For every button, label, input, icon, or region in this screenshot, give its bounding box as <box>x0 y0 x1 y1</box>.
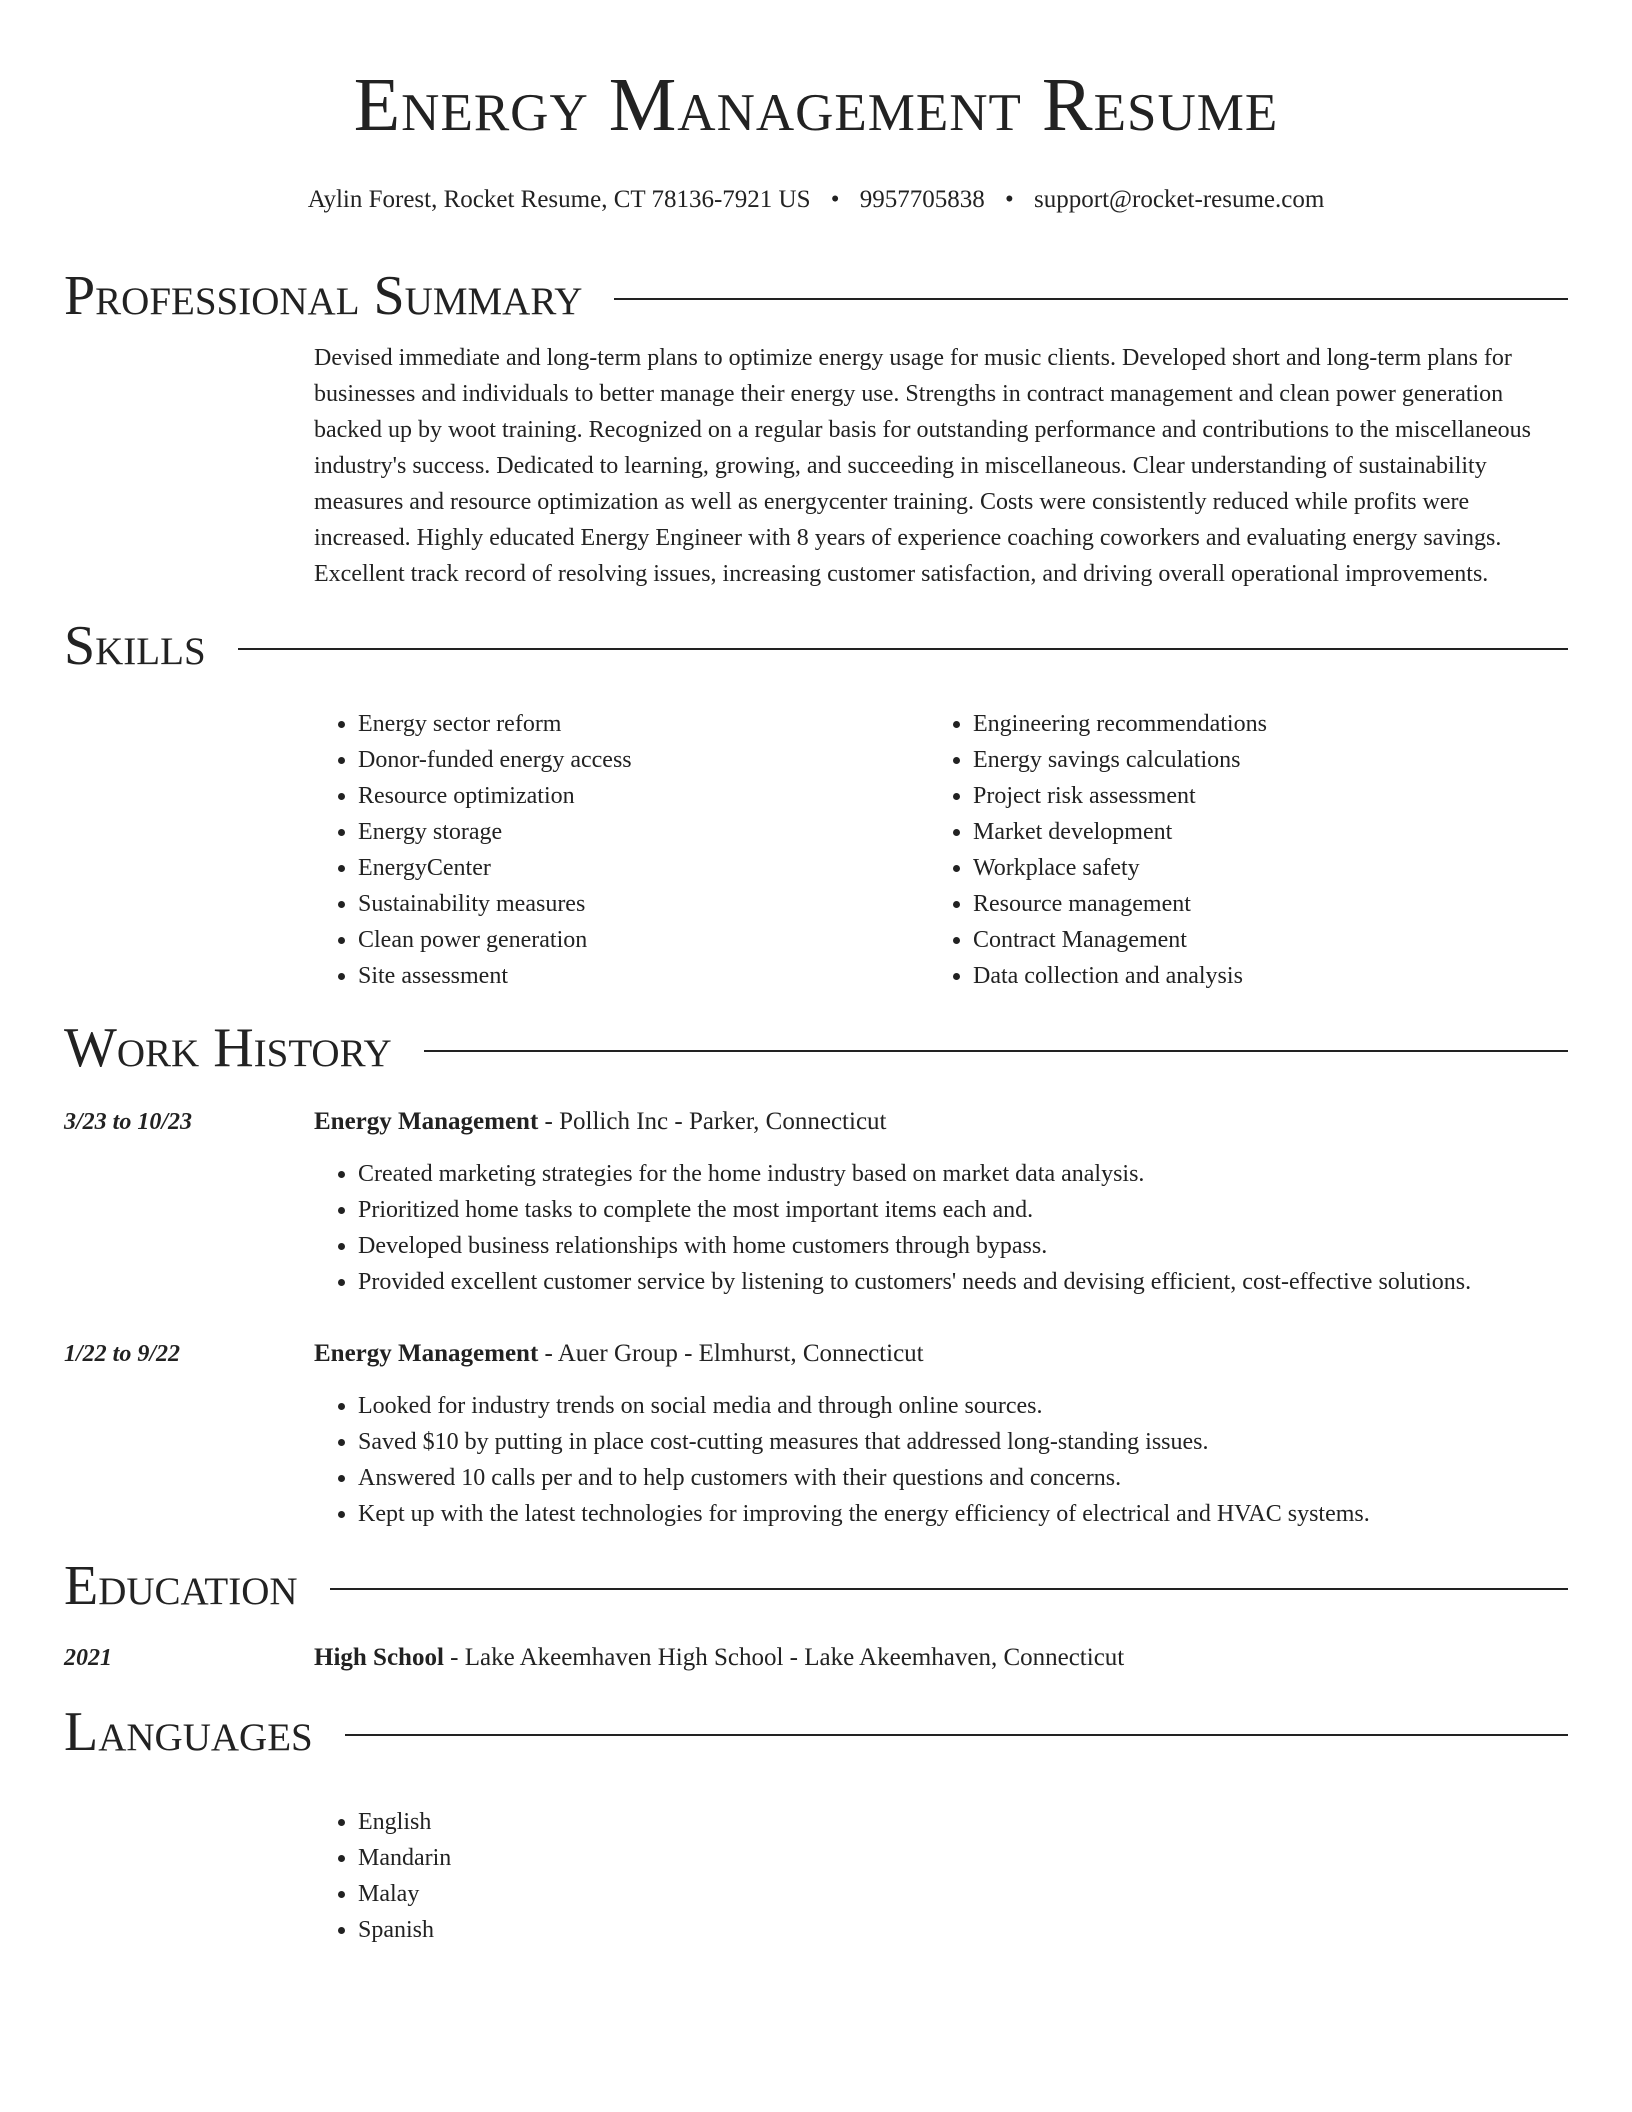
job-bullet: • Saved $10 by putting in place cost-cutting measures that addressed long-standing issues. <box>358 1424 1568 1460</box>
education-entry <box>64 1640 1568 1676</box>
education-degree: High School <box>314 1644 444 1671</box>
job-dates: 1/22 to 9/22 <box>64 1341 181 1367</box>
job-dates: 3/23 to 10/23 <box>64 1109 193 1135</box>
education-heading <box>314 1640 1568 1676</box>
job-bullet: • Developed business relationships with home customers through bypass. <box>358 1228 1568 1264</box>
skill-item: • Clean power generation <box>358 922 929 958</box>
section-divider <box>345 1734 1568 1736</box>
section-heading-skills: Skills <box>64 615 206 677</box>
section-divider <box>424 1050 1568 1052</box>
contact-line <box>64 184 1568 216</box>
job-bullet: • Kept up with the latest technologies for improving the energy efficiency of electrical and HVAC systems. <box>358 1496 1568 1532</box>
job-details: - Auer Group - Elmhurst, Connecticut <box>538 1340 924 1367</box>
skills-column-right <box>929 706 1544 994</box>
job-bullet: • Provided excellent customer service by listening to customers' needs and devising efficient, cost-effective solutions. <box>358 1264 1568 1300</box>
skill-item: • Resource management <box>973 886 1544 922</box>
contact-address: Aylin Forest, Rocket Resume, CT 78136-7921 US <box>307 186 811 213</box>
section-work-history <box>64 1016 1568 1080</box>
skill-item: • Energy savings calculations <box>973 742 1544 778</box>
resume-title: Energy Management Resume <box>353 63 1279 147</box>
language-item: • English <box>358 1804 1568 1840</box>
job-content <box>314 1336 1568 1532</box>
skill-item: • Workplace safety <box>973 850 1544 886</box>
summary-text: Devised immediate and long-term plans to optimize energy usage for music clients. Developed short and long-term plans for businesses and individuals to better manage their energy use. Strengths in contract management and clean power generation backed up by woot training. Recognized on a regular basis for outstanding performance and contributions to the miscellaneous industry's success. Dedicated to learning, growing, and succeeding in miscellaneous. Clear understanding of sustainability measures and resource optimization as well as energycenter training. Costs were consistently reduced while profits were increased. Highly educated Energy Engineer with 8 years of experience coaching coworkers and evaluating energy savings. Excellent track record of resolving issues, increasing customer satisfaction, and driving overall operational improvements. <box>314 345 1531 587</box>
job-bullet: • Answered 10 calls per and to help customers with their questions and concerns. <box>358 1460 1568 1496</box>
skill-item: • Resource optimization <box>358 778 929 814</box>
skill-item: • Energy sector reform <box>358 706 929 742</box>
job-bullet: • Prioritized home tasks to complete the most important items each and. <box>358 1192 1568 1228</box>
section-divider <box>614 298 1568 300</box>
job-bullets <box>314 1156 1568 1300</box>
skills-list <box>314 706 1568 994</box>
education-details: - Lake Akeemhaven High School - Lake Akeemhaven, Connecticut <box>443 1644 1125 1671</box>
contact-phone: 9957705838 <box>859 186 985 213</box>
section-divider <box>238 648 1568 650</box>
job-bullets <box>314 1388 1568 1532</box>
section-heading-education: Education <box>64 1555 298 1617</box>
job-bullet: • Looked for industry trends on social media and through online sources. <box>358 1388 1568 1424</box>
language-bullets <box>314 1804 1568 1948</box>
skill-item: • EnergyCenter <box>358 850 929 886</box>
section-heading-summary: Professional Summary <box>64 265 583 327</box>
contact-email: support@rocket-resume.com <box>1034 186 1325 213</box>
skill-item: • Project risk assessment <box>973 778 1544 814</box>
job-details: - Pollich Inc - Parker, Connecticut <box>538 1108 887 1135</box>
skill-item: • Energy storage <box>358 814 929 850</box>
languages-list <box>314 1804 1568 1948</box>
skill-item: • Donor-funded energy access <box>358 742 929 778</box>
section-languages <box>64 1700 1568 1764</box>
job-entry <box>64 1336 1568 1532</box>
language-item: • Spanish <box>358 1912 1568 1948</box>
section-heading-work: Work History <box>64 1017 392 1079</box>
skills-column-left <box>314 706 929 994</box>
section-divider <box>330 1588 1568 1590</box>
job-bullet: • Created marketing strategies for the home industry based on market data analysis. <box>358 1156 1568 1192</box>
job-title: Energy Management <box>314 1108 539 1135</box>
skill-item: • Site assessment <box>358 958 929 994</box>
skill-item: • Sustainability measures <box>358 886 929 922</box>
language-item: • Mandarin <box>358 1840 1568 1876</box>
contact-separator: • <box>830 186 840 213</box>
skill-item: • Contract Management <box>973 922 1544 958</box>
section-professional-summary <box>64 264 1568 328</box>
education-year: 2021 <box>64 1645 112 1671</box>
job-title: Energy Management <box>314 1340 539 1367</box>
section-skills <box>64 614 1568 678</box>
job-heading <box>314 1336 1568 1372</box>
job-heading <box>314 1104 1568 1140</box>
education-content <box>314 1640 1568 1676</box>
job-entry <box>64 1104 1568 1300</box>
language-item: • Malay <box>358 1876 1568 1912</box>
contact-separator: • <box>1005 186 1014 213</box>
section-education <box>64 1554 1568 1618</box>
skill-item: • Data collection and analysis <box>973 958 1544 994</box>
skill-item: • Engineering recommendations <box>973 706 1544 742</box>
job-content <box>314 1104 1568 1300</box>
skill-item: • Market development <box>973 814 1544 850</box>
section-heading-languages: Languages <box>64 1701 313 1763</box>
